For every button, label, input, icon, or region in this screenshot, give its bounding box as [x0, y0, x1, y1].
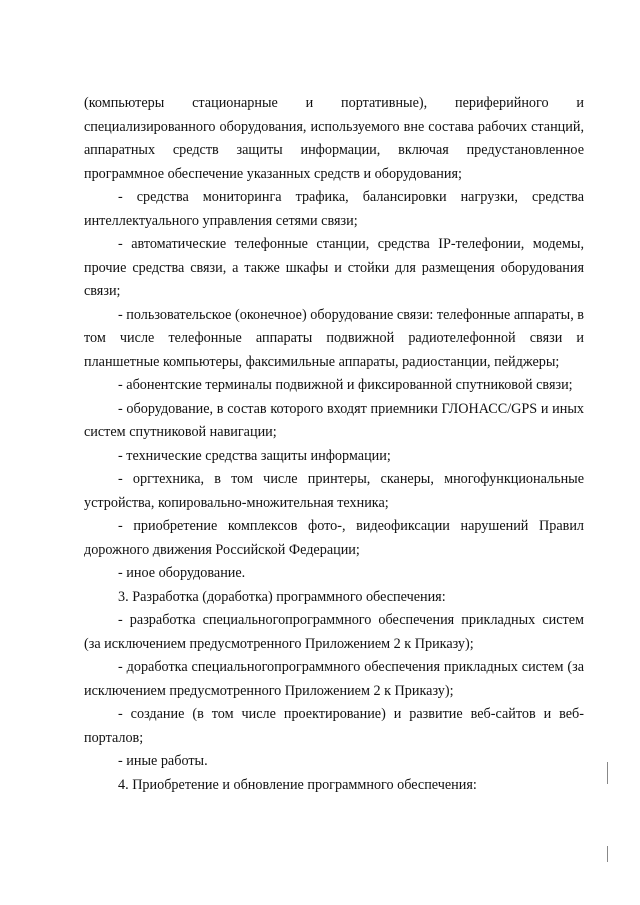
list-item-websites: - создание (в том числе проектирование) и развитие веб-сайтов и веб-порталов; — [84, 706, 584, 746]
list-item-photo-fixation: - приобретение комплексов фото-, видеофиксации нарушений Правил дорожного движения Российской Федерации; — [84, 518, 584, 558]
list-item-other-works: - иные работы. — [118, 753, 208, 769]
list-item-security-means: - технические средства защиты информации; — [118, 447, 391, 464]
list-item-software-refinement: - доработка специальногопрограммного обеспечения прикладных систем (за исключением предусмотренного Приложением 2 к Приказу); — [84, 659, 584, 699]
list-item-other-equipment: - иное оборудование. — [118, 565, 246, 581]
document-body — [84, 92, 584, 797]
list-item-software-development: - разработка специальногопрограммного обеспечения прикладных систем (за исключением предусмотренного Приложением 2 к Приказу); — [84, 612, 584, 652]
section-heading-4: 4. Приобретение и обновление программного обеспечения: — [118, 776, 477, 793]
list-item-user-equipment: - пользовательское (оконечное) оборудование связи: телефонные аппараты, в том числе телефонные аппараты подвижной радиотелефонной связи и планшетные компьютеры, факсимильные аппараты, радиостанции, пейджеры; — [84, 306, 584, 370]
paragraph-continuation: (компьютеры стационарные и портативные), периферийного и специализированного оборудования, используемого вне состава рабочих станций, аппаратных средств защиты информации, включая предустановленное программное обеспечение указанных средств и оборудования; — [84, 95, 584, 182]
list-item-office-equipment: - оргтехника, в том числе принтеры, сканеры, многофункциональные устройства, копировально-множительная техника; — [84, 471, 584, 511]
list-item-traffic-monitoring: - средства мониторинга трафика, балансировки нагрузки, средства интеллектуального управления сетями связи; — [84, 189, 584, 229]
section-heading-3: 3. Разработка (доработка) программного обеспечения: — [118, 588, 446, 605]
list-item-glonass-equipment: - оборудование, в состав которого входят приемники ГЛОНАСС/GPS и иных систем спутниковой навигации; — [84, 400, 584, 440]
scan-edge-mark — [607, 846, 608, 862]
list-item-telephone-stations: - автоматические телефонные станции, средства IP-телефонии, модемы, прочие средства связи, а также шкафы и стойки для размещения оборудования связи; — [84, 236, 584, 299]
scan-edge-mark — [607, 762, 608, 784]
list-item-satellite-terminals: - абонентские терминалы подвижной и фиксированной спутниковой связи; — [118, 377, 573, 393]
